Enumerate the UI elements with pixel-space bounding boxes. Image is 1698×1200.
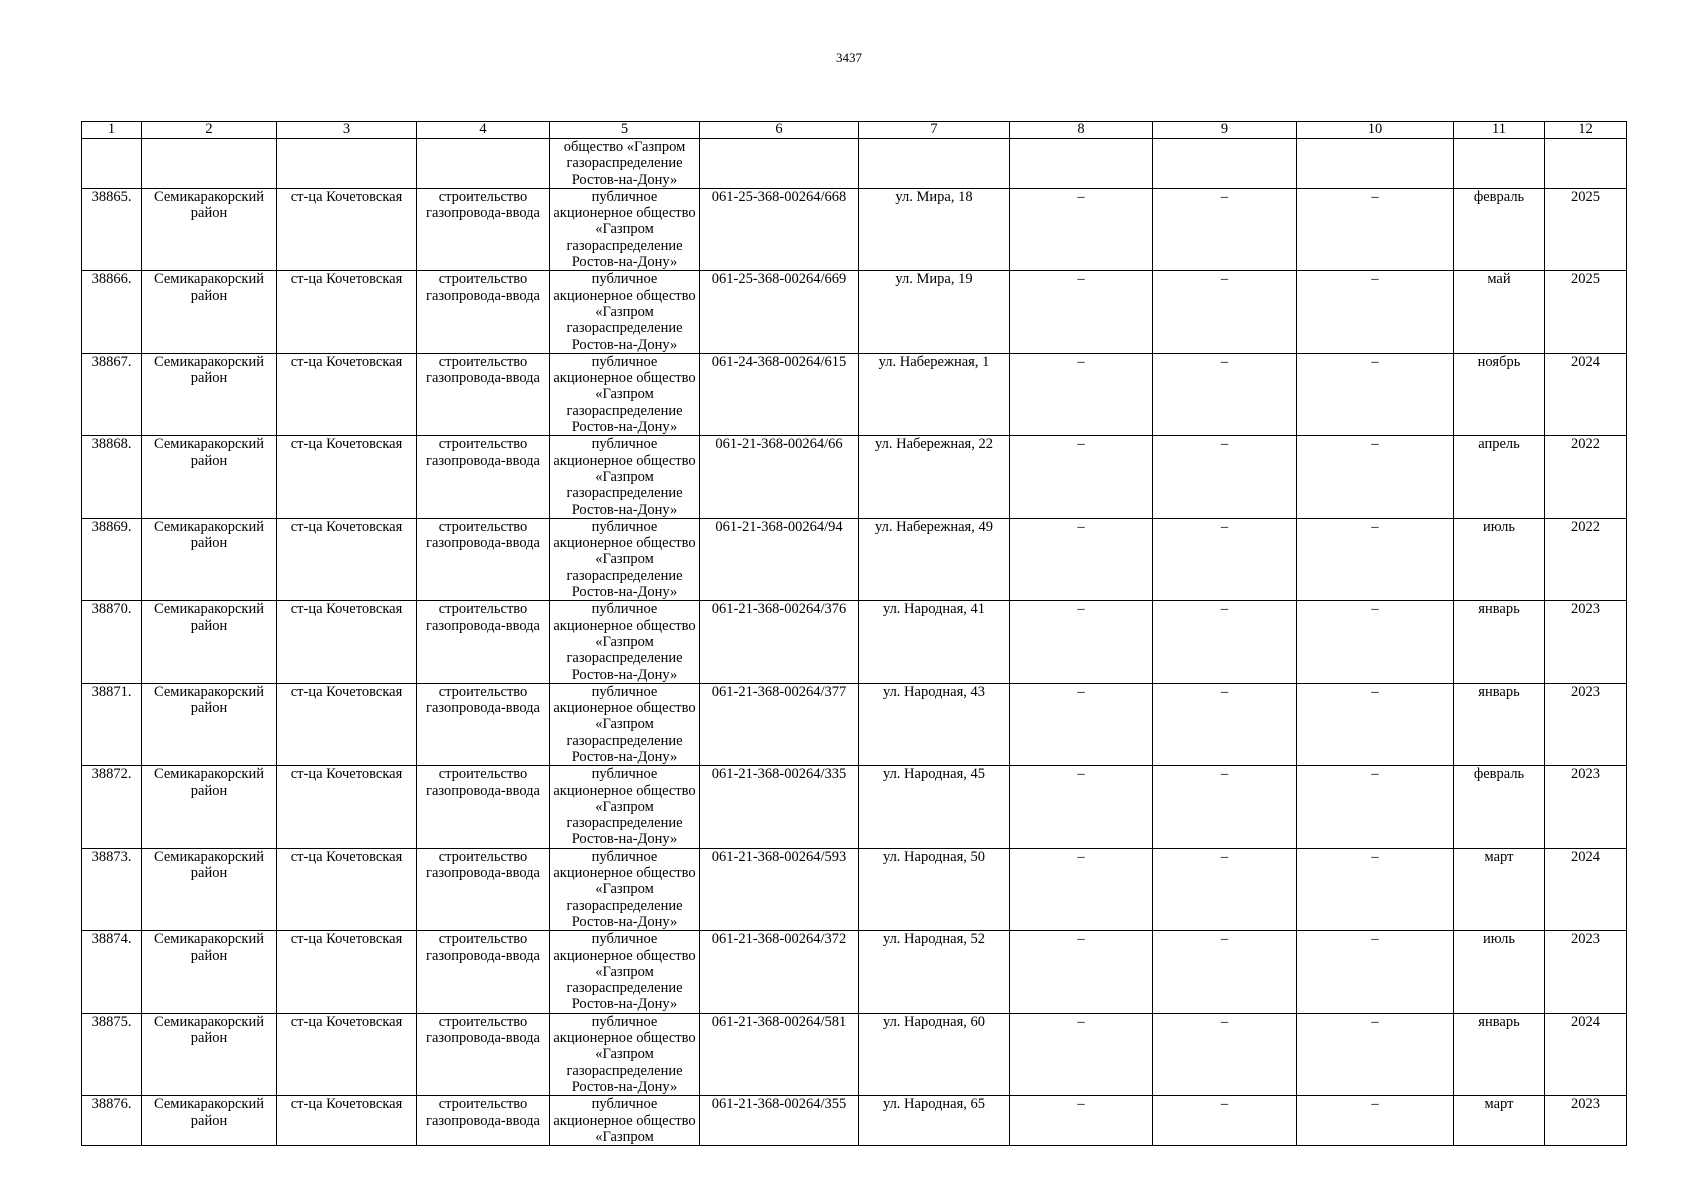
cell-dash: – (1153, 271, 1297, 353)
cell-dash: – (1153, 518, 1297, 600)
cell-dash: – (1153, 353, 1297, 435)
cell-settlement: ст-ца Кочетовская (277, 353, 417, 435)
cell-month: март (1454, 848, 1545, 930)
cell-settlement: ст-ца Кочетовская (277, 601, 417, 683)
table-row (82, 518, 1627, 600)
cell-settlement: ст-ца Кочетовская (277, 931, 417, 1013)
cell-settlement: ст-ца Кочетовская (277, 683, 417, 765)
cell-district: Семикаракорский район (142, 436, 277, 518)
cell-year: 2025 (1545, 271, 1627, 353)
cell-address: ул. Мира, 18 (859, 188, 1010, 270)
cell-work-type: строительство газопровода-ввода (417, 271, 550, 353)
column-header: 2 (142, 122, 277, 139)
cell-registration-code: 061-21-368-00264/376 (700, 601, 859, 683)
cell-dash: – (1010, 931, 1153, 1013)
cell-number: 38868. (82, 436, 142, 518)
cell-month: январь (1454, 601, 1545, 683)
cell-empty (1454, 139, 1545, 189)
cell-address: ул. Народная, 41 (859, 601, 1010, 683)
cell-number: 38866. (82, 271, 142, 353)
cell-year: 2023 (1545, 601, 1627, 683)
cell-year: 2023 (1545, 1096, 1627, 1146)
cell-registration-code: 061-21-368-00264/66 (700, 436, 859, 518)
cell-organization: публичное акционерное общество «Газпром газораспределение Ростов-на-Дону» (550, 1013, 700, 1095)
cell-dash: – (1153, 766, 1297, 848)
cell-registration-code: 061-21-368-00264/355 (700, 1096, 859, 1146)
cell-dash: – (1010, 766, 1153, 848)
cell-work-type: строительство газопровода-ввода (417, 1096, 550, 1146)
cell-address: ул. Набережная, 22 (859, 436, 1010, 518)
cell-dash: – (1010, 848, 1153, 930)
cell-dash: – (1297, 518, 1454, 600)
continuation-row (82, 139, 1627, 189)
cell-year: 2023 (1545, 931, 1627, 1013)
cell-registration-code: 061-21-368-00264/593 (700, 848, 859, 930)
cell-organization: публичное акционерное общество «Газпром газораспределение Ростов-на-Дону» (550, 353, 700, 435)
cell-work-type: строительство газопровода-ввода (417, 188, 550, 270)
table-row (82, 766, 1627, 848)
table-row (82, 683, 1627, 765)
column-header: 11 (1454, 122, 1545, 139)
table-row (82, 601, 1627, 683)
cell-registration-code: 061-21-368-00264/372 (700, 931, 859, 1013)
column-header: 6 (700, 122, 859, 139)
cell-dash: – (1153, 188, 1297, 270)
cell-settlement: ст-ца Кочетовская (277, 188, 417, 270)
cell-number: 38874. (82, 931, 142, 1013)
cell-number: 38876. (82, 1096, 142, 1146)
cell-registration-code: 061-21-368-00264/335 (700, 766, 859, 848)
cell-empty (82, 139, 142, 189)
cell-empty (277, 139, 417, 189)
cell-empty (700, 139, 859, 189)
cell-month: ноябрь (1454, 353, 1545, 435)
cell-district: Семикаракорский район (142, 601, 277, 683)
cell-month: январь (1454, 683, 1545, 765)
cell-dash: – (1010, 436, 1153, 518)
cell-year: 2024 (1545, 353, 1627, 435)
cell-empty (417, 139, 550, 189)
column-header: 3 (277, 122, 417, 139)
cell-district: Семикаракорский район (142, 188, 277, 270)
cell-organization: публичное акционерное общество «Газпром газораспределение Ростов-на-Дону» (550, 271, 700, 353)
cell-dash: – (1010, 1013, 1153, 1095)
cell-district: Семикаракорский район (142, 353, 277, 435)
cell-settlement: ст-ца Кочетовская (277, 271, 417, 353)
cell-address: ул. Народная, 65 (859, 1096, 1010, 1146)
cell-organization: публичное акционерное общество «Газпром газораспределение Ростов-на-Дону» (550, 601, 700, 683)
cell-settlement: ст-ца Кочетовская (277, 436, 417, 518)
cell-dash: – (1297, 848, 1454, 930)
table-row (82, 188, 1627, 270)
cell-organization: публичное акционерное общество «Газпром газораспределение Ростов-на-Дону» (550, 518, 700, 600)
column-number-header-row (82, 122, 1627, 139)
cell-number: 38870. (82, 601, 142, 683)
cell-empty (142, 139, 277, 189)
cell-district: Семикаракорский район (142, 1013, 277, 1095)
cell-registration-code: 061-24-368-00264/615 (700, 353, 859, 435)
table-row (82, 931, 1627, 1013)
cell-empty (1297, 139, 1454, 189)
cell-dash: – (1010, 683, 1153, 765)
cell-dash: – (1153, 1013, 1297, 1095)
cell-registration-code: 061-25-368-00264/669 (700, 271, 859, 353)
table-row (82, 1096, 1627, 1146)
table-row (82, 1013, 1627, 1095)
cell-address: ул. Набережная, 1 (859, 353, 1010, 435)
cell-registration-code: 061-21-368-00264/581 (700, 1013, 859, 1095)
column-header: 8 (1010, 122, 1153, 139)
cell-year: 2023 (1545, 683, 1627, 765)
cell-number: 38869. (82, 518, 142, 600)
cell-district: Семикаракорский район (142, 271, 277, 353)
cell-dash: – (1153, 848, 1297, 930)
cell-number: 38867. (82, 353, 142, 435)
cell-year: 2022 (1545, 436, 1627, 518)
cell-address: ул. Народная, 52 (859, 931, 1010, 1013)
column-header: 10 (1297, 122, 1454, 139)
cell-registration-code: 061-25-368-00264/668 (700, 188, 859, 270)
cell-dash: – (1153, 436, 1297, 518)
cell-organization: публичное акционерное общество «Газпром газораспределение Ростов-на-Дону» (550, 931, 700, 1013)
cell-district: Семикаракорский район (142, 766, 277, 848)
table-row (82, 271, 1627, 353)
cell-dash: – (1153, 683, 1297, 765)
cell-dash: – (1297, 1013, 1454, 1095)
cell-work-type: строительство газопровода-ввода (417, 518, 550, 600)
cell-dash: – (1297, 1096, 1454, 1146)
cell-settlement: ст-ца Кочетовская (277, 518, 417, 600)
cell-dash: – (1010, 518, 1153, 600)
cell-month: январь (1454, 1013, 1545, 1095)
cell-address: ул. Народная, 50 (859, 848, 1010, 930)
cell-empty (1545, 139, 1627, 189)
cell-dash: – (1153, 601, 1297, 683)
cell-month: июль (1454, 518, 1545, 600)
cell-month: июль (1454, 931, 1545, 1013)
cell-dash: – (1010, 188, 1153, 270)
column-header: 4 (417, 122, 550, 139)
cell-month: май (1454, 271, 1545, 353)
cell-empty (1153, 139, 1297, 189)
cell-settlement: ст-ца Кочетовская (277, 848, 417, 930)
cell-year: 2024 (1545, 1013, 1627, 1095)
cell-dash: – (1010, 601, 1153, 683)
cell-dash: – (1010, 353, 1153, 435)
cell-year: 2025 (1545, 188, 1627, 270)
column-header: 12 (1545, 122, 1627, 139)
cell-empty (1010, 139, 1153, 189)
cell-organization: публичное акционерное общество «Газпром газораспределение Ростов-на-Дону» (550, 436, 700, 518)
cell-dash: – (1297, 271, 1454, 353)
cell-year: 2022 (1545, 518, 1627, 600)
cell-dash: – (1297, 188, 1454, 270)
cell-district: Семикаракорский район (142, 683, 277, 765)
cell-number: 38871. (82, 683, 142, 765)
cell-organization: публичное акционерное общество «Газпром (550, 1096, 700, 1146)
cell-work-type: строительство газопровода-ввода (417, 683, 550, 765)
cell-address: ул. Народная, 60 (859, 1013, 1010, 1095)
table-row (82, 353, 1627, 435)
cell-dash: – (1297, 353, 1454, 435)
page-number: 3437 (836, 50, 862, 65)
cell-settlement: ст-ца Кочетовская (277, 1096, 417, 1146)
cell-district: Семикаракорский район (142, 1096, 277, 1146)
cell-work-type: строительство газопровода-ввода (417, 601, 550, 683)
cell-settlement: ст-ца Кочетовская (277, 766, 417, 848)
cell-work-type: строительство газопровода-ввода (417, 766, 550, 848)
cell-dash: – (1297, 766, 1454, 848)
cell-address: ул. Народная, 45 (859, 766, 1010, 848)
table-row (82, 436, 1627, 518)
cell-month: март (1454, 1096, 1545, 1146)
cell-dash: – (1297, 436, 1454, 518)
cell-organization: публичное акционерное общество «Газпром газораспределение Ростов-на-Дону» (550, 683, 700, 765)
cell-year: 2023 (1545, 766, 1627, 848)
cell-settlement: ст-ца Кочетовская (277, 1013, 417, 1095)
cell-organization: общество «Газпром газораспределение Ростов-на-Дону» (550, 139, 700, 189)
cell-work-type: строительство газопровода-ввода (417, 353, 550, 435)
cell-organization: публичное акционерное общество «Газпром газораспределение Ростов-на-Дону» (550, 848, 700, 930)
cell-dash: – (1297, 931, 1454, 1013)
cell-address: ул. Мира, 19 (859, 271, 1010, 353)
cell-work-type: строительство газопровода-ввода (417, 931, 550, 1013)
cell-number: 38875. (82, 1013, 142, 1095)
cell-organization: публичное акционерное общество «Газпром газораспределение Ростов-на-Дону» (550, 766, 700, 848)
column-header: 1 (82, 122, 142, 139)
cell-empty (859, 139, 1010, 189)
cell-district: Семикаракорский район (142, 931, 277, 1013)
cell-address: ул. Народная, 43 (859, 683, 1010, 765)
cell-district: Семикаракорский район (142, 518, 277, 600)
cell-dash: – (1010, 1096, 1153, 1146)
cell-work-type: строительство газопровода-ввода (417, 436, 550, 518)
cell-month: апрель (1454, 436, 1545, 518)
cell-dash: – (1297, 683, 1454, 765)
column-header: 5 (550, 122, 700, 139)
cell-number: 38865. (82, 188, 142, 270)
cell-number: 38873. (82, 848, 142, 930)
cell-district: Семикаракорский район (142, 848, 277, 930)
cell-address: ул. Набережная, 49 (859, 518, 1010, 600)
column-header: 9 (1153, 122, 1297, 139)
cell-number: 38872. (82, 766, 142, 848)
cell-dash: – (1010, 271, 1153, 353)
cell-registration-code: 061-21-368-00264/94 (700, 518, 859, 600)
cell-year: 2024 (1545, 848, 1627, 930)
register-table (81, 121, 1627, 1146)
cell-dash: – (1153, 1096, 1297, 1146)
table-row (82, 848, 1627, 930)
cell-dash: – (1153, 931, 1297, 1013)
cell-month: февраль (1454, 766, 1545, 848)
cell-work-type: строительство газопровода-ввода (417, 1013, 550, 1095)
cell-work-type: строительство газопровода-ввода (417, 848, 550, 930)
cell-month: февраль (1454, 188, 1545, 270)
cell-dash: – (1297, 601, 1454, 683)
cell-organization: публичное акционерное общество «Газпром газораспределение Ростов-на-Дону» (550, 188, 700, 270)
column-header: 7 (859, 122, 1010, 139)
cell-registration-code: 061-21-368-00264/377 (700, 683, 859, 765)
